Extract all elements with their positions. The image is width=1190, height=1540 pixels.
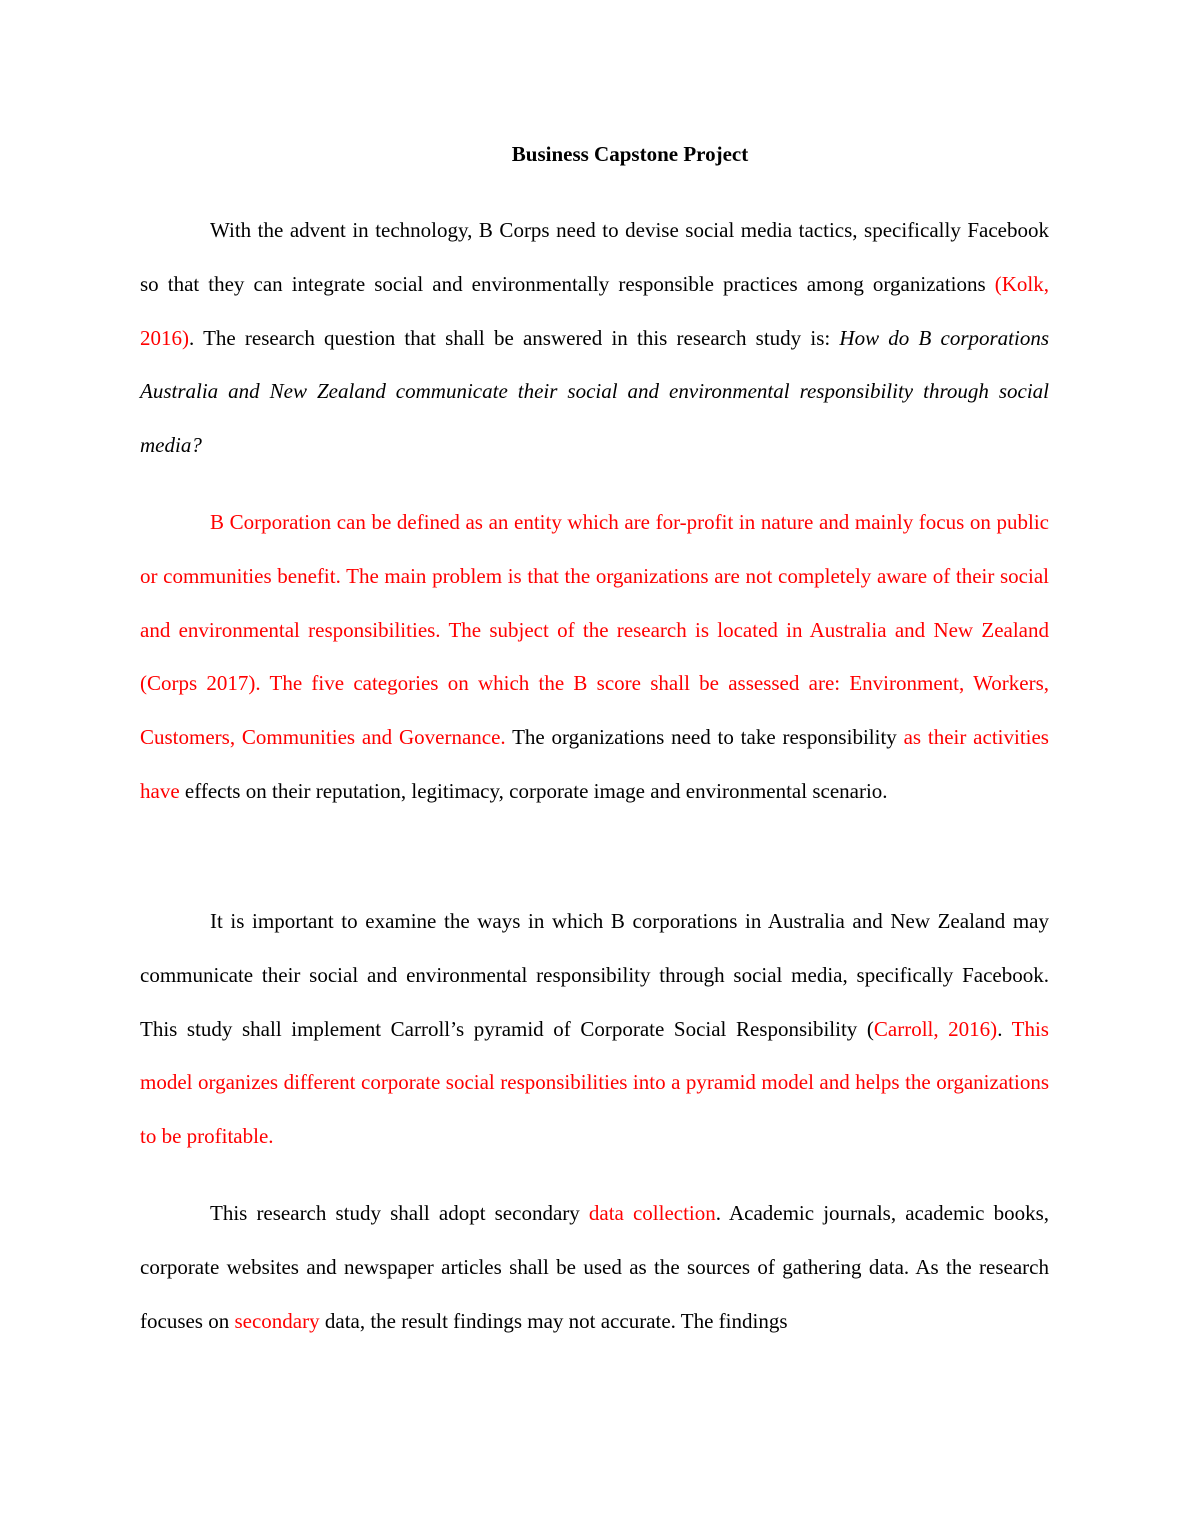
text-run: . Academic journals, academic books, corporate websites and newspaper articles shall be used as the sources of gathering data. As the research focuses on bbox=[140, 1201, 1050, 1333]
text-run: This research study shall adopt secondary bbox=[210, 1201, 589, 1225]
citation-kolk: (Kolk, 2016) bbox=[140, 271, 1049, 350]
citation-carroll: Carroll, 2016) bbox=[873, 1016, 998, 1041]
highlighted-text: B Corporation can be defined as an entity which are for-profit in nature and mainly focus on public or communities benefit. The main problem is that the organizations are not completely aware of their social and environmental responsibilities. The subject of the research is located in Australia and New Zealand (Corps 2017). The five categories on which the B score shall be assessed are: Environment, Workers, Customers, Communities and Governance. bbox=[140, 510, 1049, 749]
text-run: With the advent in technology, B Corps need to devise social media tactics, specifically Facebook so that they can integrate social and environmentally responsible practices among organizations bbox=[140, 218, 1049, 296]
text-run: It is important to examine the ways in which B corporations in Australia and New Zealand may communicate their social and environmental responsibility through social media, specifically Facebook. This study shall implement Carroll’s pyramid of Corporate Social Responsibility ( bbox=[140, 909, 1049, 1041]
paragraph-methodology bbox=[140, 1187, 1049, 1348]
highlighted-text: secondary bbox=[234, 1308, 320, 1333]
text-run: effects on their reputation, legitimacy, corporate image and environmental scenario. bbox=[179, 778, 888, 803]
text-run: The organizations need to take responsibility bbox=[505, 725, 904, 749]
paragraph-framework bbox=[140, 895, 1049, 1164]
highlighted-text: as their activities have bbox=[140, 725, 1049, 803]
research-question: How do B corporations Australia and New Zealand communicate their social and environmental responsibility through social media? bbox=[140, 325, 1049, 457]
text-run: data, the result findings may not accurate. The findings bbox=[319, 1308, 788, 1333]
text-run: . The research question that shall be answered in this research study is: bbox=[189, 325, 840, 350]
paragraph-intro bbox=[140, 204, 1049, 473]
document-title: Business Capstone Project bbox=[511, 142, 749, 166]
paragraph-definition bbox=[140, 496, 1049, 819]
highlighted-text: data collection bbox=[588, 1201, 716, 1225]
highlighted-text: This model organizes different corporate social responsibilities into a pyramid model and helps the organizations to be profitable. bbox=[140, 1016, 1049, 1148]
text-run: . bbox=[997, 1016, 1012, 1041]
